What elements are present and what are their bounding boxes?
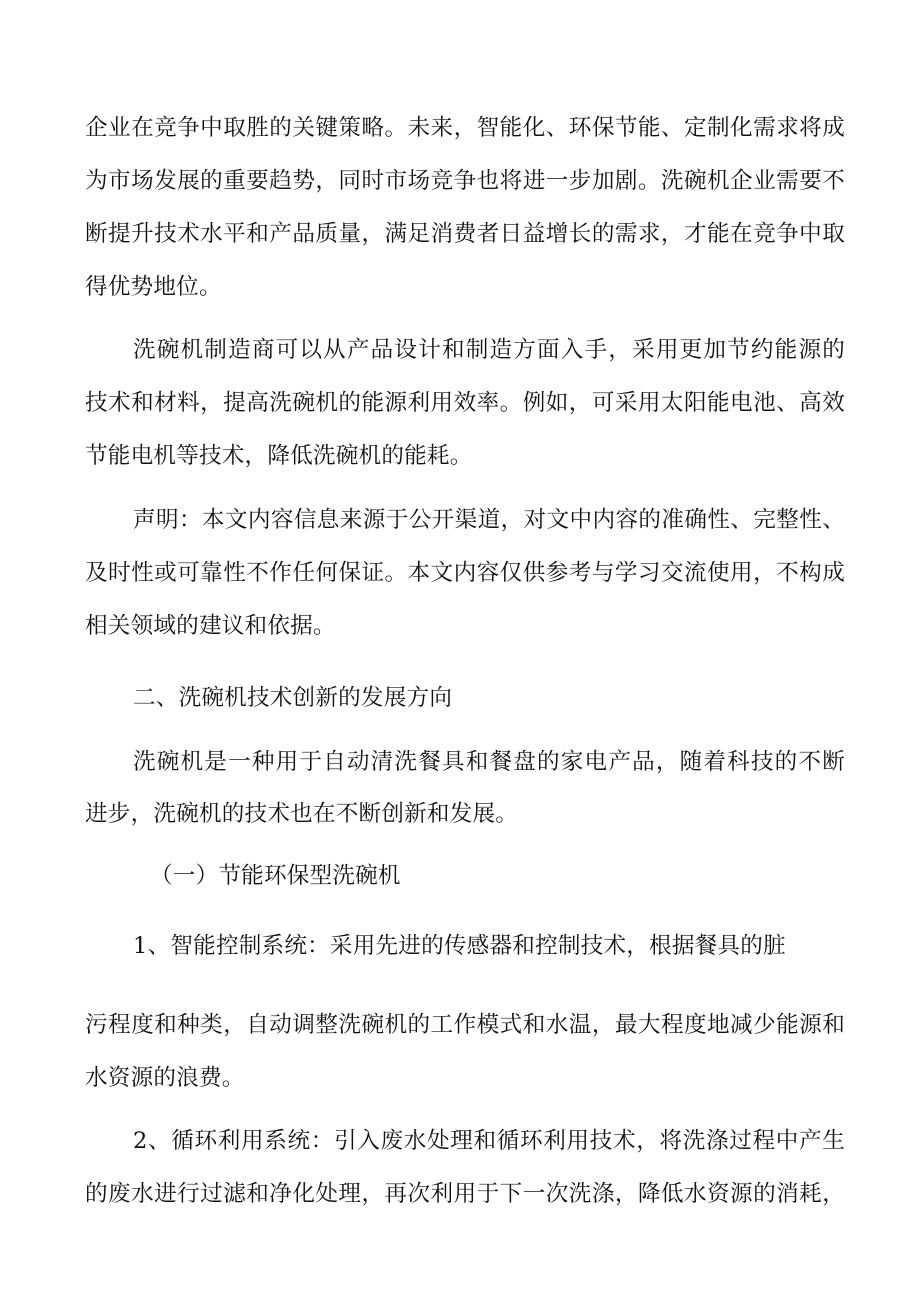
disclaimer-line: 声明：本文内容信息来源于公开渠道，对文中内容的准确性、完整性、 — [133, 507, 845, 533]
paragraph-line: 洗碗机是一种用于自动清洗餐具和餐盘的家电产品，随着科技的不断 — [133, 749, 845, 775]
list-item-line: 水资源的浪费。 — [85, 1065, 245, 1091]
list-item-line: 污程度和种类，自动调整洗碗机的工作模式和水温，最大程度地减少能源和 — [85, 1012, 845, 1038]
list-item-line: 1、智能控制系统：采用先进的传感器和控制技术，根据餐具的脏 — [133, 933, 786, 959]
paragraph-line: 技术和材料，提高洗碗机的能源利用效率。例如，可采用太阳能电池、高效 — [85, 390, 845, 416]
paragraph-line: 洗碗机制造商可以从产品设计和制造方面入手，采用更加节约能源的 — [133, 337, 845, 363]
paragraph-line: 为市场发展的重要趋势，同时市场竞争也将进一步加剧。洗碗机企业需要不 — [85, 168, 845, 194]
list-item-line: 2、循环利用系统：引入废水处理和循环利用技术，将洗涤过程中产生 — [133, 1128, 845, 1154]
subsection-heading: （一）节能环保型洗碗机 — [150, 863, 401, 889]
paragraph-line: 得优势地位。 — [85, 274, 222, 300]
paragraph-line: 企业在竞争中取胜的关键策略。未来，智能化、环保节能、定制化需求将成 — [85, 115, 845, 141]
paragraph-line: 进步，洗碗机的技术也在不断创新和发展。 — [85, 801, 519, 827]
paragraph-line: 断提升技术水平和产品质量，满足消费者日益增长的需求，才能在竞争中取 — [85, 221, 845, 247]
paragraph-line: 节能电机等技术，降低洗碗机的能耗。 — [85, 443, 473, 469]
section-heading: 二、洗碗机技术创新的发展方向 — [133, 685, 453, 711]
disclaimer-line: 相关领域的建议和依据。 — [85, 613, 336, 639]
list-item-line: 的废水进行过滤和净化处理，再次利用于下一次洗涤，降低水资源的消耗， — [85, 1181, 845, 1207]
disclaimer-line: 及时性或可靠性不作任何保证。本文内容仅供参考与学习交流使用，不构成 — [85, 560, 845, 586]
